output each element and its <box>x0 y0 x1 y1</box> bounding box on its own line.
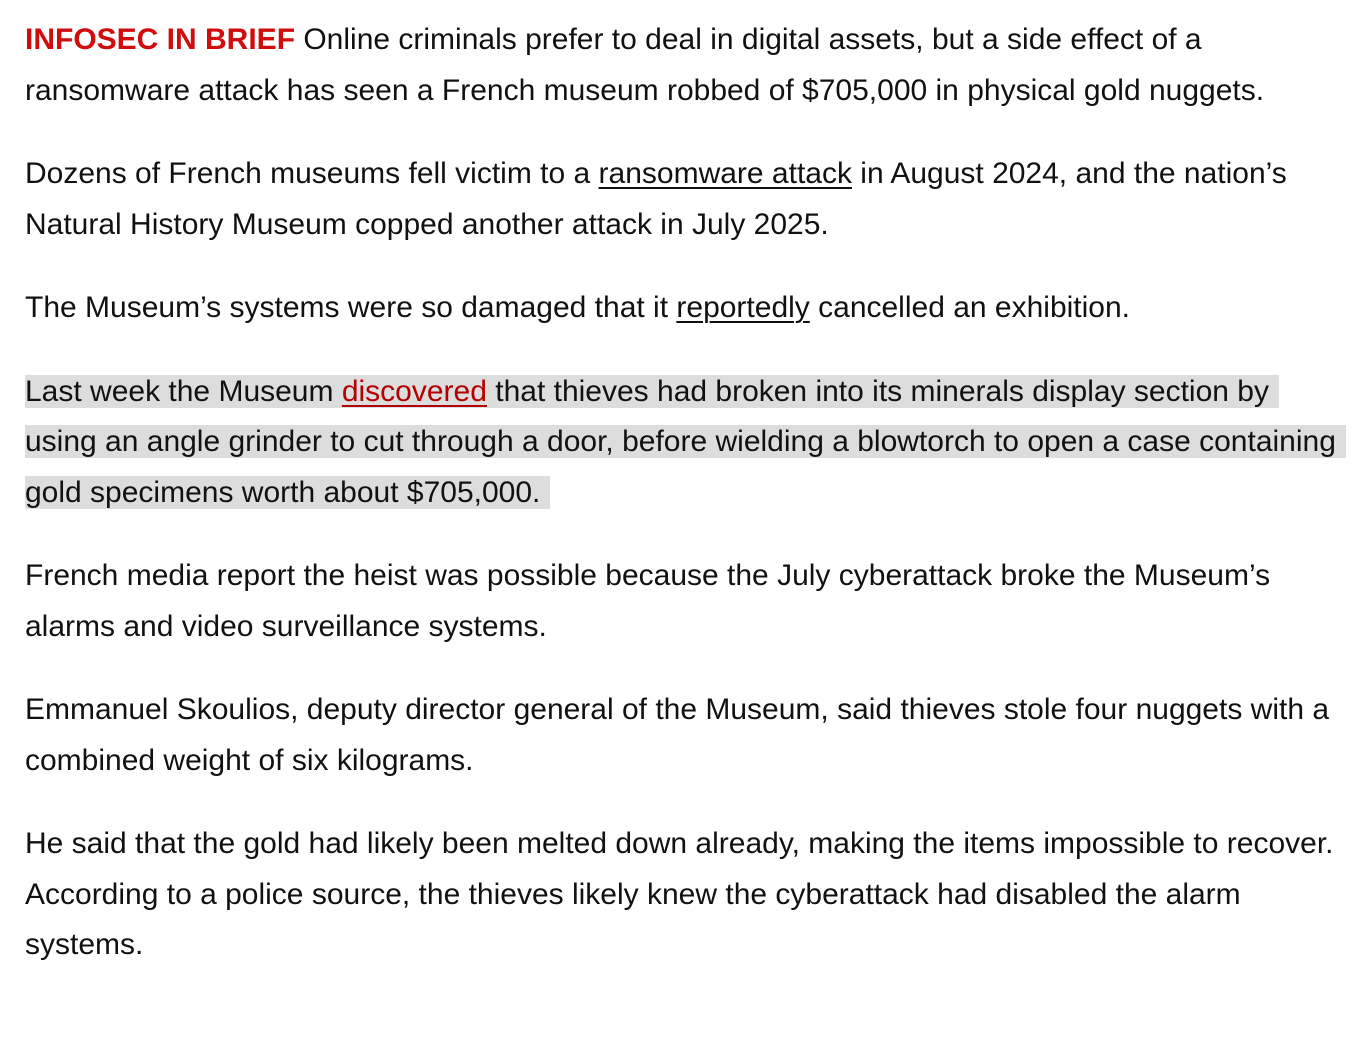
paragraph-text: French media report the heist was possible because the July cyberattack broke the Museum’s alarms and video surveillance systems. <box>25 559 1271 643</box>
paragraph-intro <box>25 15 1345 116</box>
highlighted-selection <box>25 375 1346 509</box>
paragraph-text: Last week the Museum <box>25 374 342 408</box>
paragraph-text: Emmanuel Skoulios, deputy director general of the Museum, said thieves stole four nuggets with a combined weight of six kilograms. <box>25 693 1330 777</box>
paragraph-intro-text: Online criminals prefer to deal in digital assets, but a side effect of a ransomware attack has seen a French museum robbed of $705,000 in physical gold nuggets. <box>25 23 1265 107</box>
paragraph-attack-history <box>25 149 1345 250</box>
ransomware-attack-link[interactable]: ransomware attack <box>598 157 852 190</box>
paragraph-text: He said that the gold had likely been melted down already, making the items impossible to recover. According to a police source, the thieves likely knew the cyberattack had disabled the alarm systems. <box>25 827 1334 961</box>
article-body <box>25 15 1345 1004</box>
reportedly-link[interactable]: reportedly <box>676 291 810 324</box>
paragraph-text: Dozens of French museums fell victim to a <box>25 157 599 190</box>
paragraph-deputy-quote <box>25 685 1345 786</box>
discovered-link[interactable]: discovered <box>341 374 487 408</box>
paragraph-text: cancelled an exhibition. <box>809 291 1131 324</box>
paragraph-media-report <box>25 551 1345 652</box>
paragraph-exhibition <box>25 283 1345 334</box>
paragraph-text: The Museum’s systems were so damaged that it <box>25 291 677 324</box>
paragraph-gold-melted <box>25 819 1345 971</box>
paragraph-text: that thieves had broken into its minerals display section by using an angle grinder to cut through a door, before wielding a blowtorch to open a case containing gold specimens worth about $705,000. <box>25 374 1336 509</box>
paragraph-heist-highlighted <box>25 367 1345 519</box>
paragraph-text: in August 2024, and the nation’s Natural History Museum copped another attack in July 2025. <box>25 157 1287 241</box>
kicker-label: INFOSEC IN BRIEF <box>25 23 296 56</box>
